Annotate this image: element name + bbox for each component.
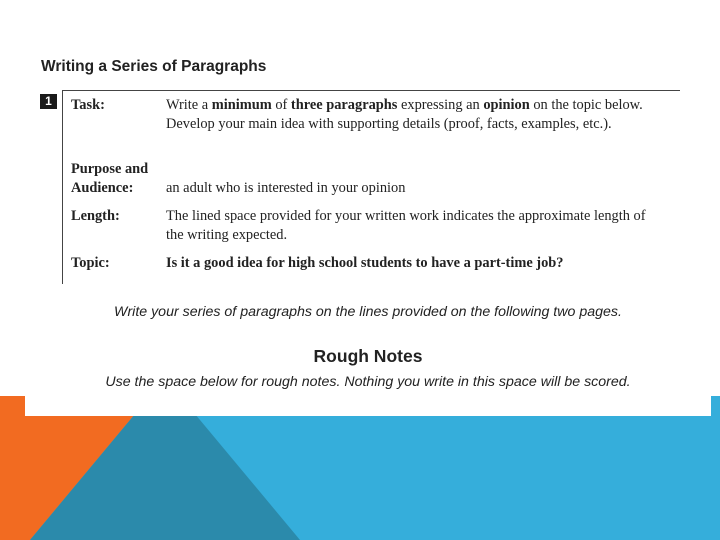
purpose-label: Purpose and Audience: <box>71 161 149 196</box>
rough-notes-instruction: Use the space below for rough notes. Nothing you write in this space will be scored. <box>105 374 631 390</box>
task-label: Task: <box>71 97 105 113</box>
task-text: Write a minimum of three paragraphs expressing an opinion on the topic below. Develop your main idea with supporting details (proof, facts, examples, etc.). <box>166 97 643 132</box>
topic-text: Is it a good idea for high school students to have a part-time job? <box>166 255 564 271</box>
series-instruction: Write your series of paragraphs on the lines provided on the following two pages. <box>114 304 622 320</box>
topic-label: Topic: <box>71 255 110 271</box>
document-page <box>25 30 711 416</box>
document-title: Writing a Series of Paragraphs <box>41 58 267 75</box>
rough-notes-title: Rough Notes <box>313 346 423 366</box>
purpose-text: an adult who is interested in your opinion <box>166 180 406 196</box>
length-text: The lined space provided for your written work indicates the approximate length of the writing expected. <box>166 208 646 243</box>
item-number-badge: 1 <box>40 94 57 109</box>
task-table <box>62 90 680 284</box>
length-label: Length: <box>71 208 120 224</box>
